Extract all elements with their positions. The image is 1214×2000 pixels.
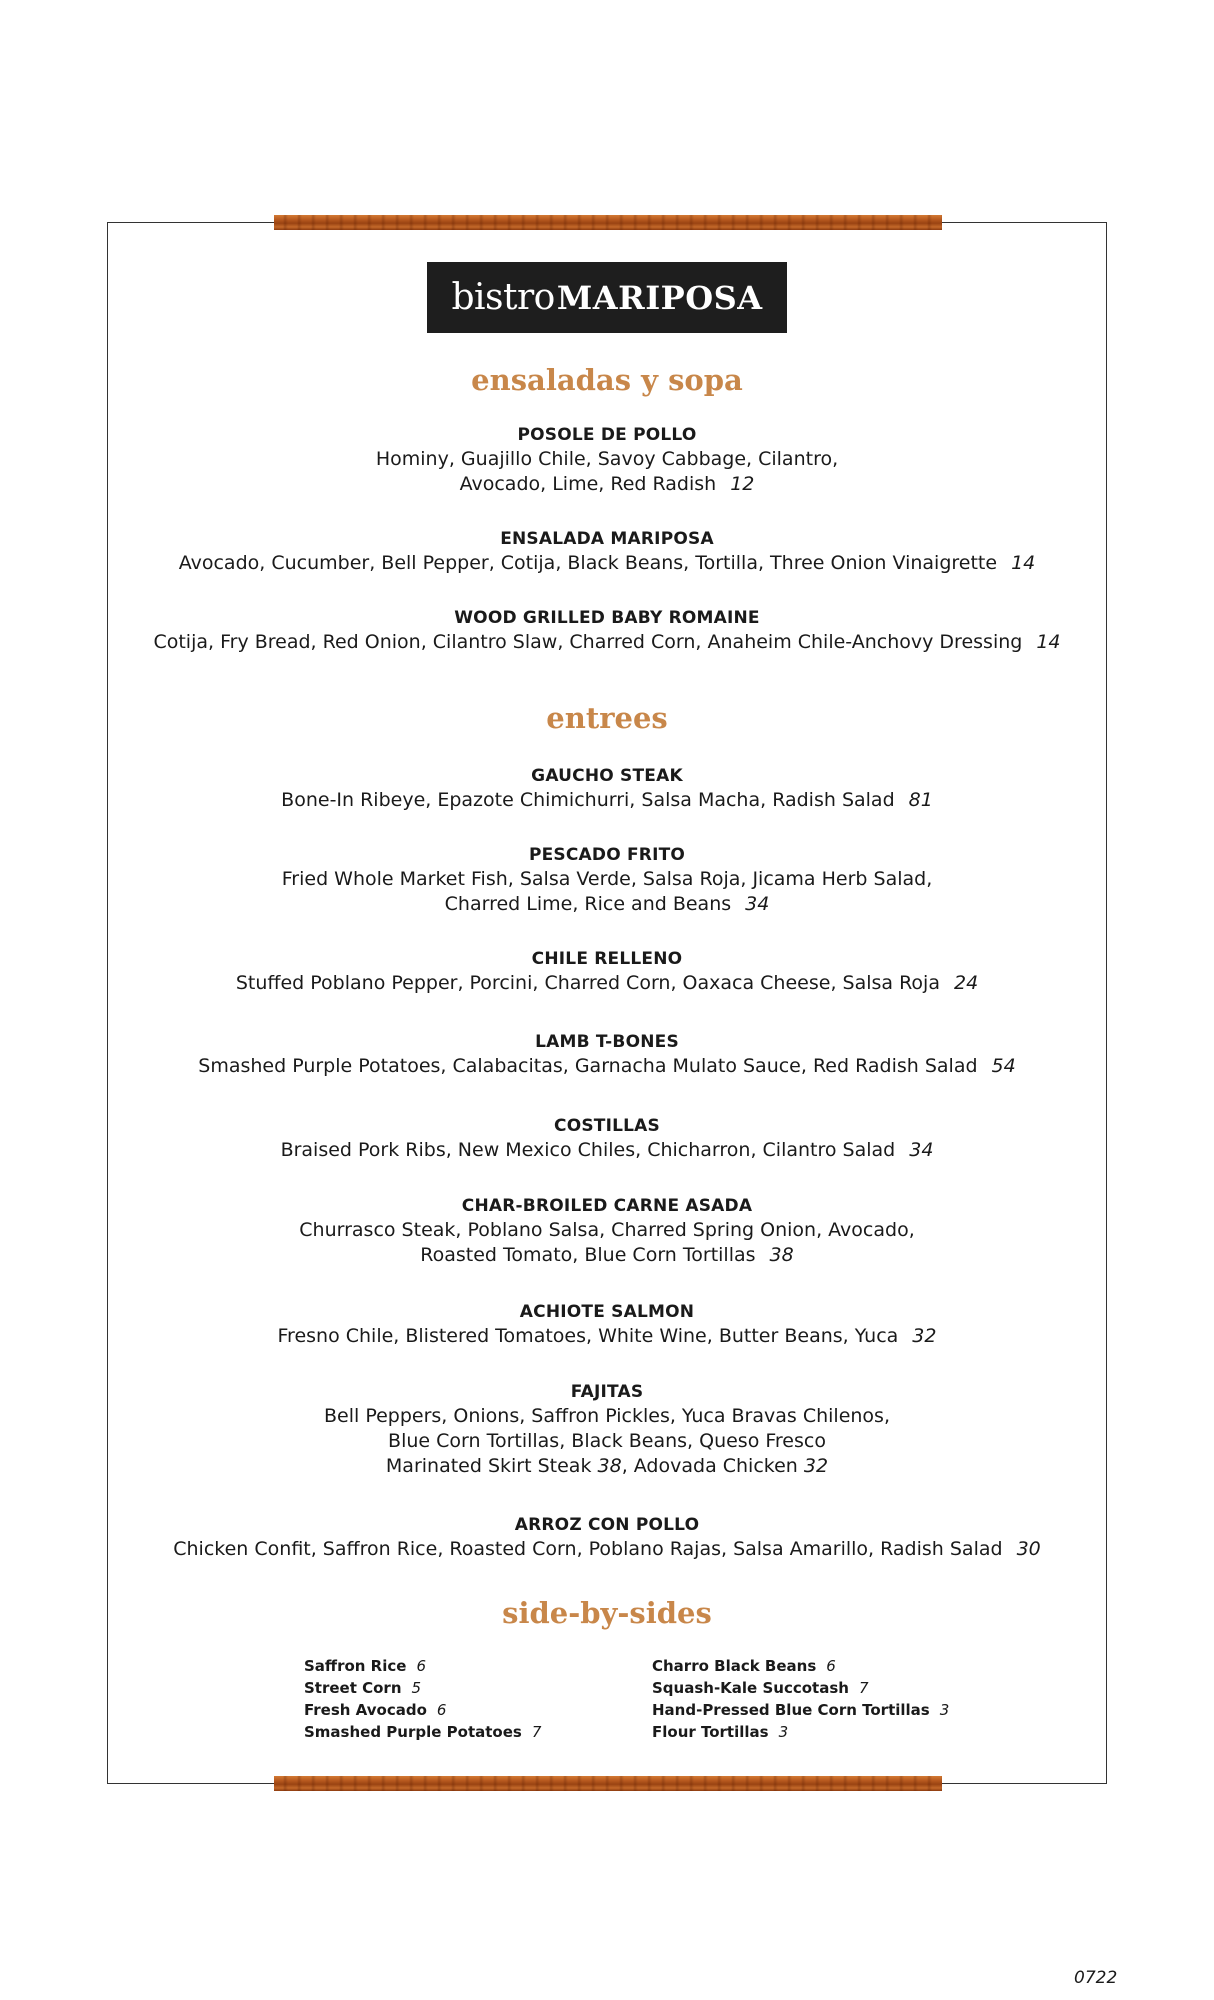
side-price: 6 — [436, 1701, 447, 1719]
side-item: Charro Black Beans 6 — [652, 1657, 836, 1675]
menu-item — [0, 764, 1214, 813]
item-name: FAJITAS — [570, 1382, 644, 1402]
item-name: ACHIOTE SALMON — [519, 1302, 695, 1322]
item-name: GAUCHO STEAK — [531, 766, 683, 786]
menu-item — [0, 1114, 1214, 1163]
item-name: COSTILLAS — [554, 1116, 660, 1136]
item-price: 30 — [1016, 1538, 1041, 1560]
item-desc-line: Bone-In Ribeye, Epazote Chimichurri, Salsa Macha, Radish Salad 81 — [281, 789, 933, 811]
item-price: 24 — [953, 972, 979, 994]
side-item: Flour Tortillas 3 — [652, 1723, 789, 1741]
menu-item — [0, 947, 1214, 996]
item-desc-line: Charred Lime, Rice and Beans 34 — [444, 893, 770, 915]
section-title-ensaladas: ensaladas y sopa — [471, 363, 743, 397]
wood-bar-top — [274, 215, 942, 230]
item-name: ARROZ CON POLLO — [514, 1515, 700, 1535]
item-name: CHAR-BROILED CARNE ASADA — [461, 1196, 753, 1216]
item-name: CHILE RELLENO — [531, 949, 683, 969]
menu-version-code: 0722 — [1074, 1968, 1118, 1988]
wood-bar-bottom — [274, 1776, 942, 1791]
item-price: 32 — [912, 1325, 937, 1347]
menu-item — [0, 527, 1214, 576]
menu-item — [0, 1194, 1214, 1268]
item-price: 38 — [769, 1244, 794, 1266]
menu-item — [0, 843, 1214, 917]
side-price: 5 — [411, 1679, 422, 1697]
item-price: 54 — [991, 1055, 1016, 1077]
item-desc: Churrasco Steak, Poblano Salsa, Charred Spring Onion, Avocado, — [299, 1219, 915, 1241]
side-item: Smashed Purple Potatoes 7 — [304, 1723, 542, 1741]
side-item: Hand-Pressed Blue Corn Tortillas 3 — [652, 1701, 950, 1719]
item-desc-line: Fresno Chile, Blistered Tomatoes, White Wine, Butter Beans, Yuca 32 — [277, 1325, 937, 1347]
side-price: 6 — [826, 1657, 836, 1675]
side-price: 7 — [531, 1723, 542, 1741]
item-name: POSOLE DE POLLO — [517, 425, 697, 445]
side-item: Saffron Rice 6 — [304, 1657, 426, 1675]
menu-item — [0, 423, 1214, 497]
restaurant-logo — [427, 262, 787, 333]
item-price: 12 — [730, 473, 755, 495]
section-title-entrees: entrees — [546, 701, 668, 735]
menu-item — [0, 1030, 1214, 1079]
side-price: 3 — [939, 1701, 950, 1719]
side-price: 7 — [858, 1679, 869, 1697]
item-price: 14 — [1011, 552, 1036, 574]
item-name: ENSALADA MARIPOSA — [500, 529, 714, 549]
item-desc-line: Chicken Confit, Saffron Rice, Roasted Corn, Poblano Rajas, Salsa Amarillo, Radish Salad 30 — [173, 1538, 1041, 1560]
item-name: LAMB T-BONES — [535, 1032, 679, 1052]
sides-column-right — [652, 1655, 949, 1743]
logo-bistro: bistro — [451, 277, 555, 318]
item-desc-line: Braised Pork Ribs, New Mexico Chiles, Chicharron, Cilantro Salad 34 — [280, 1139, 934, 1161]
item-desc-line: Avocado, Cucumber, Bell Pepper, Cotija, Black Beans, Tortilla, Three Onion Vinaigrette 14 — [178, 552, 1036, 574]
section-title-sides: side-by-sides — [502, 1596, 712, 1630]
item-desc-line: Smashed Purple Potatoes, Calabacitas, Garnacha Mulato Sauce, Red Radish Salad 54 — [198, 1055, 1016, 1077]
item-desc-line: Stuffed Poblano Pepper, Porcini, Charred Corn, Oaxaca Cheese, Salsa Roja 24 — [235, 972, 979, 994]
item-desc: Bell Peppers, Onions, Saffron Pickles, Yuca Bravas Chilenos, — [324, 1405, 890, 1427]
item-name: PESCADO FRITO — [528, 845, 686, 865]
item-desc-line: Roasted Tomato, Blue Corn Tortillas 38 — [420, 1244, 794, 1266]
item-price: 34 — [745, 893, 770, 915]
item-options-line: Marinated Skirt Steak 38, Adovada Chicken 32 — [385, 1455, 829, 1477]
item-price: 81 — [908, 789, 933, 811]
menu-item — [0, 606, 1214, 655]
item-desc-line: Avocado, Lime, Red Radish 12 — [459, 473, 755, 495]
side-item: Street Corn 5 — [304, 1679, 422, 1697]
menu-item — [0, 1300, 1214, 1349]
logo-mariposa: MARIPOSA — [556, 278, 763, 317]
sides-column-left — [304, 1655, 541, 1743]
item-desc-line: Cotija, Fry Bread, Red Onion, Cilantro Slaw, Charred Corn, Anaheim Chile-Anchovy Dressing 14 — [153, 631, 1061, 653]
menu-item — [0, 1380, 1214, 1479]
item-name: WOOD GRILLED BABY ROMAINE — [454, 608, 760, 628]
item-price: 34 — [909, 1139, 934, 1161]
item-desc: Fried Whole Market Fish, Salsa Verde, Salsa Roja, Jicama Herb Salad, — [281, 868, 933, 890]
item-desc: Hominy, Guajillo Chile, Savoy Cabbage, Cilantro, — [375, 448, 839, 470]
item-price: 38 — [597, 1455, 622, 1477]
side-price: 3 — [778, 1723, 789, 1741]
side-item: Fresh Avocado 6 — [304, 1701, 447, 1719]
item-desc: Blue Corn Tortillas, Black Beans, Queso Fresco — [388, 1430, 826, 1452]
side-item: Squash-Kale Succotash 7 — [652, 1679, 869, 1697]
menu-item — [0, 1513, 1214, 1562]
item-price: 32 — [803, 1455, 829, 1477]
side-price: 6 — [416, 1657, 426, 1675]
item-price: 14 — [1036, 631, 1061, 653]
